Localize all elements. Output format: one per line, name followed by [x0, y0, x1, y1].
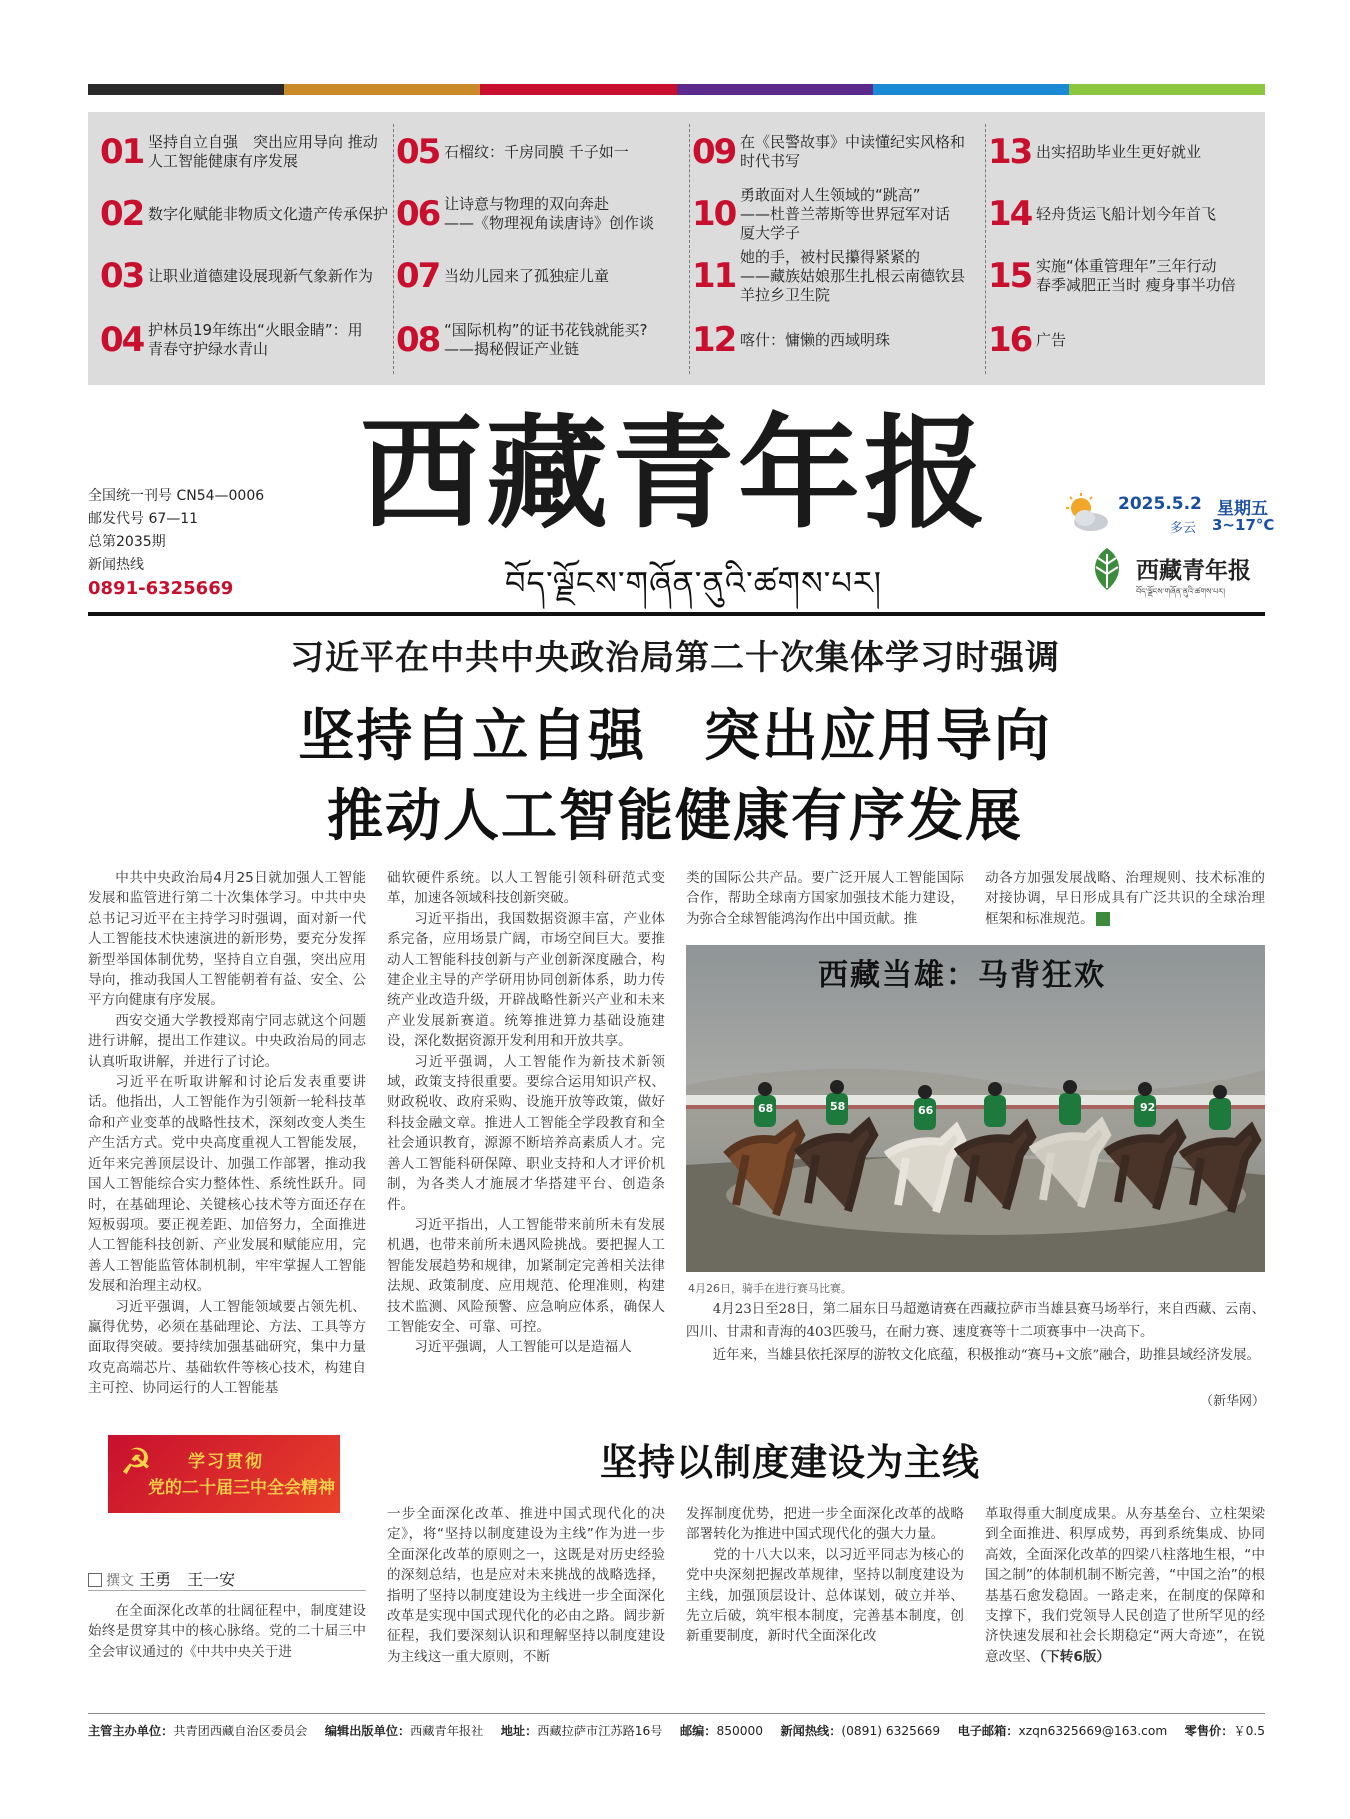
second-column-3: [686, 1504, 964, 1690]
strip-segment: [1069, 84, 1265, 95]
index-item-title: 喀什：慵懒的西域明珠: [740, 330, 891, 349]
second-headline: 坚持以制度建设为主线: [600, 1441, 980, 1484]
footer-value: 850000: [716, 1724, 764, 1738]
logo-subtitle: བོད་ལྗོངས་གཞོན་ནུའི་ཚགས་པར།: [1136, 587, 1225, 596]
lead-paragraph: 类的国际公共产品。要广泛开展人工智能国际合作，帮助全球南方国家加强技术能力建设，为弥合全球智能鸿沟作出中国贡献。推: [686, 870, 964, 927]
index-column: [100, 124, 394, 374]
lead-paragraph: 动各方加强发展战略、治理规则、技术标准的对接协调，早日形成具有广泛共识的全球治理框架和标准规范。: [985, 870, 1265, 927]
index-item-title: 让诗意与物理的双向奔赴 ——《物理视角读唐诗》创作谈: [444, 195, 655, 232]
logo-text: 西藏青年报: [1136, 557, 1251, 584]
index-item[interactable]: [692, 124, 982, 180]
continued-note: （下转6版）: [1039, 1648, 1111, 1665]
footer-item: [325, 1722, 483, 1739]
footer-label: 编辑出版单位：: [324, 1724, 411, 1738]
index-item[interactable]: [396, 248, 686, 304]
index-item[interactable]: [100, 312, 390, 368]
masthead-rule: [88, 612, 1265, 616]
index-item-title: 数字化赋能非物质文化遗产传承保护: [148, 204, 389, 223]
second-column-2: [387, 1504, 665, 1690]
temperature: 3~17°C: [1212, 516, 1275, 534]
second-paragraph: 一步全面深化改革、推进中国式现代化的决定》，将“坚持以制度建设为主线”作为进一步全面深化改革的原则之一，这既是对历史经验的深刻总结，也是应对未来挑战的战略选择，指明了坚持以制度建设为主线进一步全面深化改革是实现中国式现代化的必由之路。阔步新征程，我们要深刻认识和理解坚持以制度建设为主线这一重大原则，不断: [387, 1506, 665, 1665]
footer-value: 西藏拉萨市江苏路16号: [537, 1724, 663, 1738]
index-item-title: 广告: [1036, 330, 1067, 349]
index-page-number: 10: [692, 194, 736, 234]
footer-label: 新闻热线：: [780, 1724, 842, 1738]
photo-caption: [686, 1298, 1265, 1367]
index-page-number: 04: [100, 320, 144, 360]
index-item-title: “国际机构”的证书花钱就能买? ——揭秘假证产业链: [444, 321, 648, 358]
index-item-title: 出实招助毕业生更好就业: [1036, 142, 1202, 161]
byline-names: 王勇 王一安: [139, 1570, 236, 1589]
footer-item: [1185, 1722, 1265, 1739]
index-page-number: 12: [692, 320, 736, 360]
index-item[interactable]: [396, 186, 686, 242]
second-paragraph: 党的十八大以来，以习近平同志为核心的党中央深刻把握改革规律，坚持以制度建设为主线，加强顶层设计、总体谋划，破立并举、先立后破，筑牢根本制度，完善基本制度，创新重要制度，新时代全面深化改: [686, 1546, 964, 1645]
index-item-title: 轻舟货运飞船计划今年首飞: [1036, 204, 1217, 223]
leaf-logo-icon: [1086, 546, 1128, 592]
second-paragraph: 革取得重大制度成果。从夯基垒台、立柱架梁到全面推进、积厚成势，再到系统集成、协同高效，全面深化改革的四梁八柱落地生根，“中国之制”的体制机制不断完善，“中国之治”的根基基石愈发稳固。一路走来，在制度的保障和支撑下，我们党领导人民创造了世所罕见的经济快速发展和社会长期稳定“两大奇迹”，在锐意改坚、: [985, 1506, 1265, 1665]
footer-label: 邮编：: [679, 1724, 717, 1738]
strip-segment: [677, 84, 873, 95]
strip-segment: [88, 84, 284, 95]
lead-headline-2: 推动人工智能健康有序发展: [327, 784, 1023, 849]
issn-line: 全国统一刊号 CN54—0006: [88, 488, 265, 504]
lead-paragraph: 习近平强调，人工智能可以是造福人: [414, 1339, 632, 1356]
index-column: [988, 124, 1282, 374]
bib-number: 92: [1140, 1101, 1156, 1114]
footer-value: 共青团西藏自治区委员会: [173, 1724, 308, 1738]
index-item[interactable]: [692, 248, 982, 304]
postal-code-line: 邮发代号 67—11: [88, 511, 199, 527]
index-item-title: 她的手，被村民攥得紧紧的 ——藏族姑娘那生扎根云南德钦县 羊拉乡卫生院: [740, 247, 966, 304]
lead-paragraph: 习近平指出，我国数据资源丰富，产业体系完备，应用场景广阔，市场空间巨大。要推动人工智能科技创新与产业创新深度融合，构建企业主导的产学研用协同创新体系，助力传统产业改造升级，开辟战略性新兴产业和未来产业发展新赛道。统筹推进算力基础设施建设，深化数据资源开发利用和开放共享。: [387, 910, 665, 1050]
partly-cloudy-icon: [1063, 492, 1111, 534]
footer-item: [88, 1722, 307, 1739]
footer-value: xzqn6325669@163.com: [1018, 1724, 1168, 1738]
index-page-number: 13: [988, 132, 1032, 172]
lead-column-4: [985, 868, 1265, 934]
index-item[interactable]: [396, 124, 686, 180]
lead-paragraph: 习近平在听取讲解和讨论后发表重要讲话。他指出，人工智能作为引领新一轮科技革命和产业变革的战略性技术，深刻改变人类生产生活方式。党中央高度重视人工智能发展，近年来完善顶层设计、加强工作部署，推动我国人工智能综合实力整体性、系统性跃升。同时，在基础理论、关键核心技术等方面还存在短板弱项。要正视差距、加倍努力，全面推进人工智能科技创新、产业发展和赋能应用，完善人工智能监管体制机制，牢牢掌握人工智能发展和治理主动权。: [88, 1074, 366, 1295]
badge-line-1: 学习贯彻: [188, 1452, 264, 1472]
caption-paragraph: 近年来，当雄县依托深厚的游牧文化底蕴，积极推动“赛马+文旅”融合，助推县域经济发展。: [712, 1348, 1260, 1363]
newspaper-title: 西藏青年报: [360, 401, 990, 545]
index-page-number: 03: [100, 256, 144, 296]
strip-segment: [284, 84, 480, 95]
footer-item: [958, 1722, 1168, 1739]
strip-segment: [873, 84, 1069, 95]
footer-item: [501, 1722, 663, 1739]
byline-label: 撰文: [106, 1573, 134, 1589]
index-page-number: 14: [988, 194, 1032, 234]
lead-paragraph: 础软硬件系统。以人工智能引领科研范式变革，加速各领域科技创新突破。: [387, 870, 665, 907]
weather-text: 多云: [1170, 521, 1197, 536]
index-page-number: 11: [692, 256, 736, 296]
index-item[interactable]: [988, 312, 1278, 368]
byline-rule: [88, 1590, 366, 1591]
index-item[interactable]: [692, 186, 982, 242]
color-strip: [88, 84, 1265, 95]
index-page-number: 06: [396, 194, 440, 234]
issue-number: 总第2035期: [88, 534, 166, 550]
hotline-label: 新闻热线: [88, 557, 144, 573]
byline: [88, 1567, 235, 1590]
footer-label: 电子邮箱：: [957, 1724, 1019, 1738]
lead-paragraph: 西安交通大学教授郑南宁同志就这个问题进行讲解，提出工作建议。中央政治局的同志认真听取讲解，并进行了讨论。: [88, 1012, 366, 1070]
index-item[interactable]: [100, 124, 390, 180]
photo-title: 西藏当雄：马背狂欢: [818, 958, 1106, 993]
index-item[interactable]: [100, 186, 390, 242]
horse-race-photo: [686, 945, 1265, 1272]
lead-paragraph: 习近平指出，人工智能带来前所未有发展机遇，也带来前所未遇风险挑战。要把握人工智能发展趋势和规律，加紧制定完善相关法律法规、政策制度、应用规范、伦理准则，构建技术监测、风险预警、应急响应体系，确保人工智能安全、可靠、可控。: [387, 1216, 665, 1335]
lead-paragraph: 中共中央政治局4月25日就加强人工智能发展和监管进行第二十次集体学习。中共中央总书记习近平在主持学习时强调，面对新一代人工智能技术快速演进的新形势，要充分发挥新型举国体制优势，坚持自立自强，突出应用导向，推动我国人工智能朝着有益、安全、公平方向健康有序发展。: [88, 870, 366, 1009]
footer-value: ￥0.5: [1233, 1724, 1265, 1738]
index-column: [692, 124, 986, 374]
footer-item: [680, 1722, 763, 1739]
index-item[interactable]: [988, 248, 1278, 304]
index-page-number: 05: [396, 132, 440, 172]
footer-item: [780, 1722, 940, 1739]
bib-number: 66: [918, 1104, 934, 1117]
index-item-title: 护林员19年练出“火眼金睛”：用 青春守护绿水青山: [148, 321, 363, 358]
footer: [88, 1722, 1265, 1739]
end-mark-icon: [1096, 912, 1110, 926]
page-index: [88, 112, 1265, 385]
party-emblem-icon: ☭: [119, 1442, 153, 1483]
bib-number: 58: [830, 1100, 846, 1113]
index-item-title: 在《民警故事》中读懂纪实风格和 时代书写: [740, 133, 966, 170]
index-page-number: 08: [396, 320, 440, 360]
footer-rule: [88, 1713, 1265, 1714]
lead-paragraph: 习近平强调，人工智能作为新技术新领域，政策支持很重要。要综合运用知识产权、财政税收、政府采购、设施开放等政策，做好科技金融文章。推进人工智能全学段教育和全社会通识教育，源源不断培养高素质人才。完善人工智能科研保障、职业支持和人才评价机制，为各类人才施展才华搭建平台、创造条件。: [387, 1053, 665, 1213]
index-item[interactable]: [692, 312, 982, 368]
second-paragraph: 在全面深化改革的壮阔征程中，制度建设始终是贯穿其中的核心脉络。党的二十届三中全会审议通过的《中共中央关于进: [88, 1603, 366, 1660]
index-item-title: 当幼儿园来了孤独症儿童: [444, 266, 610, 285]
footer-label: 地址：: [500, 1724, 538, 1738]
issue-date: 2025.5.2: [1118, 494, 1202, 514]
index-column: [396, 124, 690, 374]
lead-column-2: [387, 868, 665, 1408]
index-item[interactable]: [100, 248, 390, 304]
photo-credit: 4月26日，骑手在进行赛马比赛。: [688, 1282, 852, 1295]
index-item-title: 让职业道德建设展现新气象新作为: [148, 266, 374, 285]
index-item-title: 实施“体重管理年”三年行动 春季减肥正当时 瘦身事半功倍: [1036, 257, 1236, 294]
photo-source: （新华网）: [1200, 1394, 1266, 1409]
pen-icon: [88, 1573, 102, 1587]
lead-kicker: 习近平在中共中央政治局第二十次集体学习时强调: [290, 638, 1060, 678]
index-page-number: 09: [692, 132, 736, 172]
index-item-title: 坚持自立自强 突出应用导向 推动 人工智能健康有序发展: [148, 133, 378, 170]
index-page-number: 07: [396, 256, 440, 296]
strip-segment: [480, 84, 676, 95]
footer-value: (0891) 6325669: [841, 1724, 941, 1738]
second-column-1: [88, 1601, 366, 1691]
index-item[interactable]: [988, 186, 1278, 242]
second-paragraph: 发挥制度优势，把进一步全面深化改革的战略部署转化为推进中国式现代化的强大力量。: [686, 1506, 964, 1543]
footer-value: 西藏青年报社: [410, 1724, 484, 1738]
lead-column-3: [686, 868, 964, 934]
hotline-number: 0891-6325669: [88, 578, 234, 599]
study-badge: [108, 1435, 340, 1513]
index-item[interactable]: [396, 312, 686, 368]
bib-number: 68: [758, 1102, 774, 1115]
lead-headline-1: 坚持自立自强 突出应用导向: [298, 704, 1052, 769]
index-page-number: 01: [100, 132, 144, 172]
index-page-number: 15: [988, 256, 1032, 296]
footer-label: 主管主办单位：: [88, 1724, 174, 1738]
index-item[interactable]: [988, 124, 1278, 180]
caption-paragraph: 4月23日至28日，第二届东日马超邀请赛在西藏拉萨市当雄县赛马场举行，来自西藏、云南、四川、甘肃和青海的403匹骏马，在耐力赛、速度赛等十二项赛事中一决高下。: [686, 1302, 1265, 1340]
tibetan-title: བོད་ལྗོངས་གཞོན་ནུའི་ཚགས་པར།: [505, 564, 882, 602]
index-item-title: 勇敢面对人生领域的“跳高” ——杜普兰蒂斯等世界冠军对话 厦大学子: [740, 185, 951, 242]
second-column-4: [985, 1504, 1265, 1690]
index-page-number: 02: [100, 194, 144, 234]
lead-column-1: [88, 868, 366, 1408]
index-page-number: 16: [988, 320, 1032, 360]
badge-line-2: 党的二十届三中全会精神: [148, 1478, 335, 1498]
lead-paragraph: 习近平强调，人工智能领域要占领先机、赢得优势，必须在基础理论、方法、工具等方面取得突破。要持续加强基础研究，集中力量攻克高端芯片、基础软件等核心技术，构建自主可控、协同运行的人工智能基: [88, 1298, 366, 1397]
index-item-title: 石榴纹：千房同膜 千子如一: [444, 142, 629, 161]
footer-label: 零售价：: [1184, 1724, 1234, 1738]
issue-weekday: 星期五: [1217, 499, 1268, 519]
